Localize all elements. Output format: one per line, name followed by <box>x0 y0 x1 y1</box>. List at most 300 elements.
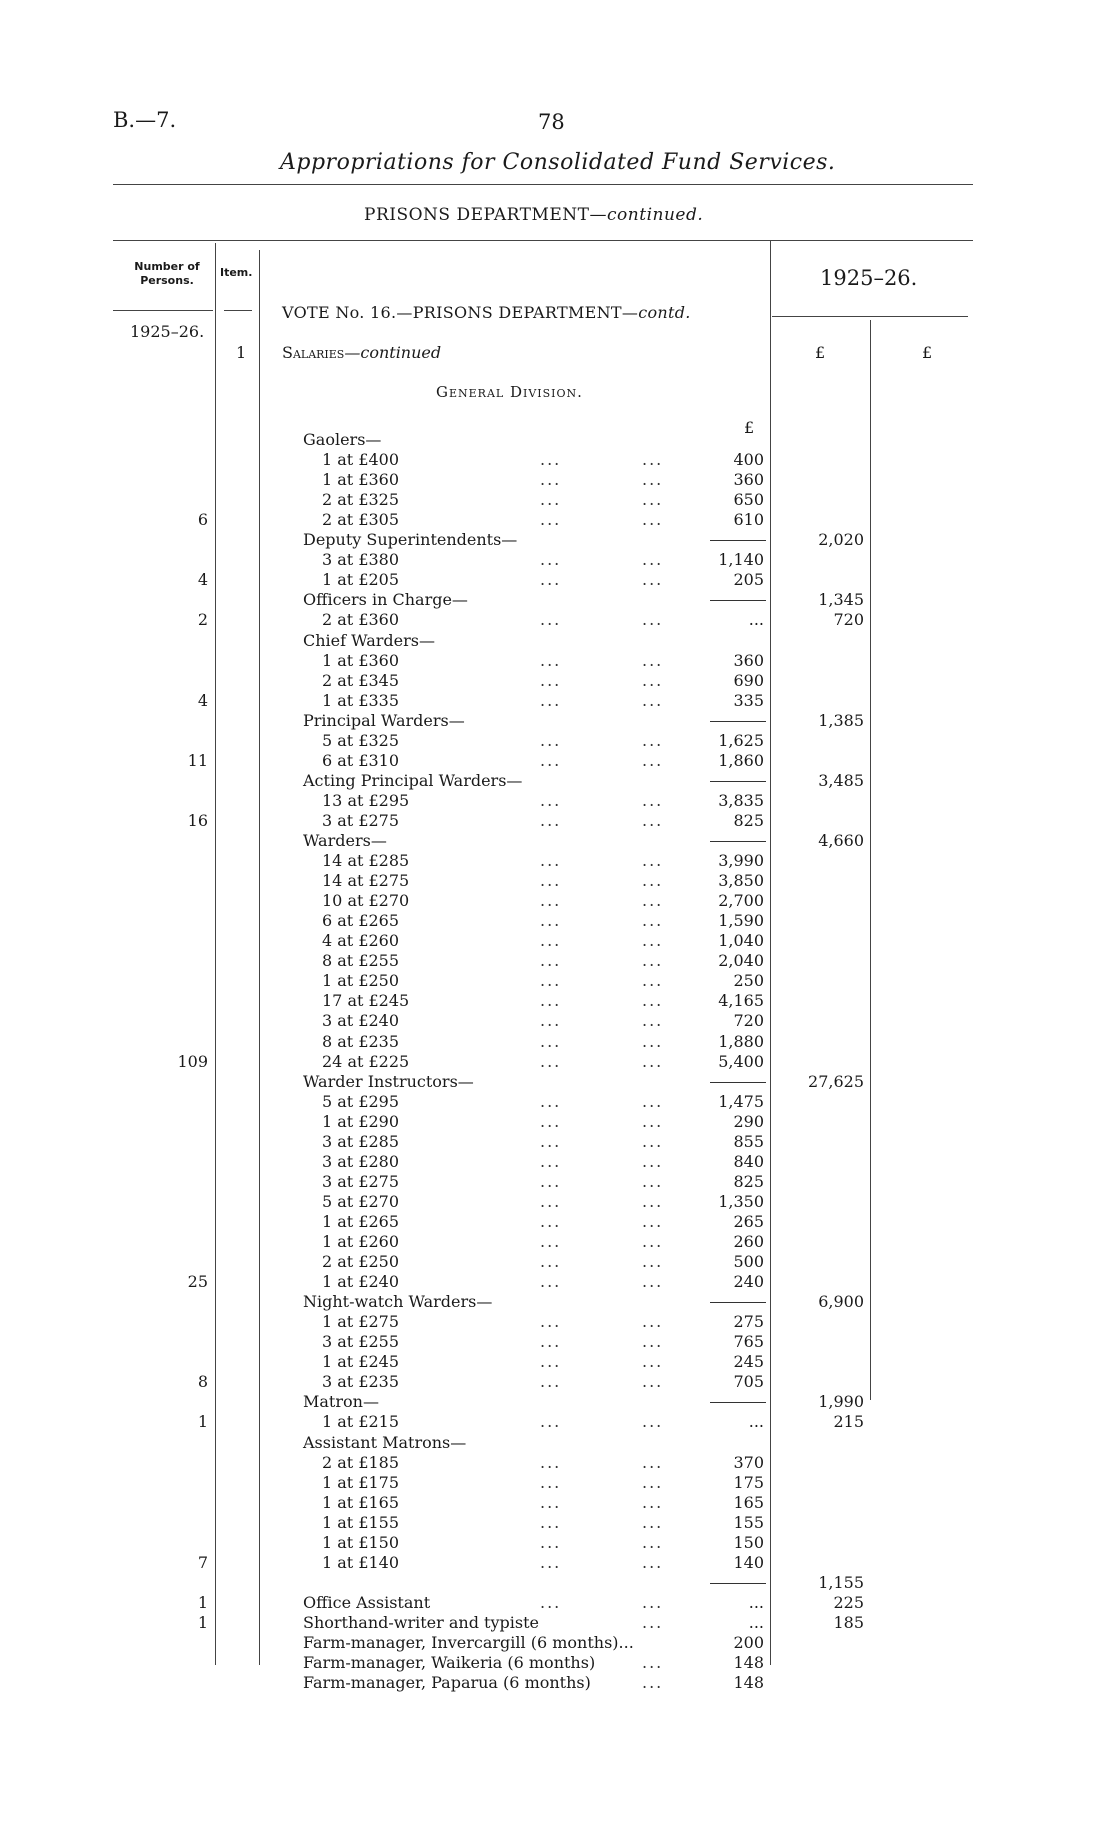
amount: 610 <box>733 510 764 529</box>
amount: 705 <box>733 1372 764 1391</box>
rate-label: 1 at £205 <box>322 570 400 589</box>
leader-dots: ... <box>540 1372 562 1391</box>
table-row <box>0 1292 1114 1312</box>
subtotal-rule <box>710 1583 766 1584</box>
amount: 335 <box>733 691 764 710</box>
leader-dots: ... <box>642 811 664 830</box>
category-label: Warders— <box>303 831 387 850</box>
leader-dots: ... <box>540 651 562 670</box>
subtotal: 720 <box>833 610 864 629</box>
persons-header-rule <box>113 310 213 311</box>
rate-label: 6 at £310 <box>322 751 400 770</box>
subtotal-rule <box>710 841 766 842</box>
amount: 3,850 <box>718 871 764 890</box>
leader-dots: ... <box>642 731 664 750</box>
table-top-rule <box>113 240 973 241</box>
amount: 3,990 <box>718 851 764 870</box>
table-row <box>0 590 1114 610</box>
leader-dots: ... <box>540 731 562 750</box>
table-row <box>0 671 1114 691</box>
amount: 825 <box>733 811 764 830</box>
leader-dots: ... <box>540 1112 562 1131</box>
rate-label: 13 at £295 <box>322 791 410 810</box>
rate-label: 3 at £280 <box>322 1152 400 1171</box>
category-label: Office Assistant <box>303 1593 431 1612</box>
rate-label: 1 at £240 <box>322 1272 400 1291</box>
rate-label: 3 at £380 <box>322 550 400 569</box>
persons-count: 1 <box>197 1593 208 1612</box>
rate-label: 1 at £335 <box>322 691 400 710</box>
leader-dots: ... <box>540 490 562 509</box>
leader-dots: ... <box>642 1272 664 1291</box>
leader-dots: ... <box>642 951 664 970</box>
rate-label: 3 at £255 <box>322 1332 400 1351</box>
leader-dots: ... <box>540 971 562 990</box>
leader-dots: ... <box>642 1613 664 1632</box>
amount: 260 <box>733 1232 764 1251</box>
rate-label: 1 at £265 <box>322 1212 400 1231</box>
leader-dots: ... <box>642 1092 664 1111</box>
table-row <box>0 1312 1114 1332</box>
category-label: Deputy Superintendents— <box>303 530 518 549</box>
leader-dots: ... <box>540 1032 562 1051</box>
amount: 690 <box>733 671 764 690</box>
rate-label: 1 at £165 <box>322 1493 400 1512</box>
leader-dots: ... <box>540 1252 562 1271</box>
amount: 650 <box>733 490 764 509</box>
subtotal: 1,345 <box>818 590 864 609</box>
leader-dots: ... <box>642 1352 664 1371</box>
leader-dots: ... <box>642 470 664 489</box>
table-row <box>0 570 1114 590</box>
category-label: Farm-manager, Invercargill (6 months)... <box>303 1633 634 1652</box>
amount: 4,165 <box>718 991 764 1010</box>
table-row <box>0 1212 1114 1232</box>
rate-label: 14 at £285 <box>322 851 410 870</box>
leader-dots: ... <box>540 610 562 629</box>
table-row <box>0 1673 1114 1693</box>
leader-dots: ... <box>642 1032 664 1051</box>
leader-dots: ... <box>540 811 562 830</box>
leader-dots: ... <box>540 1493 562 1512</box>
amount: 1,350 <box>718 1192 764 1211</box>
leader-dots: ... <box>540 691 562 710</box>
leader-dots: ... <box>642 1593 664 1612</box>
persons-year-label: 1925–26. <box>130 322 205 341</box>
column-header-year: 1925–26. <box>820 266 918 290</box>
category-label: Acting Principal Warders— <box>303 771 523 790</box>
table-row <box>0 1132 1114 1152</box>
table-row <box>0 1372 1114 1392</box>
amount: 148 <box>733 1653 764 1672</box>
rate-label: 1 at £360 <box>322 651 400 670</box>
page-title: Appropriations for Consolidated Fund Services. <box>280 150 836 175</box>
leader-dots: ... <box>540 1513 562 1532</box>
amount: 720 <box>733 1011 764 1030</box>
leader-dots: ... <box>540 1453 562 1472</box>
category-label: Farm-manager, Waikeria (6 months) <box>303 1653 596 1672</box>
table-row <box>0 971 1114 991</box>
amount: 1,880 <box>718 1032 764 1051</box>
subtotal-rule <box>710 1402 766 1403</box>
category-label: Farm-manager, Paparua (6 months) <box>303 1673 591 1692</box>
category-label: Principal Warders— <box>303 711 465 730</box>
subtotal: 4,660 <box>818 831 864 850</box>
rate-label: 2 at £360 <box>322 610 400 629</box>
amount: 360 <box>733 651 764 670</box>
amount: 855 <box>733 1132 764 1151</box>
rate-label: 24 at £225 <box>322 1052 410 1071</box>
category-label: Gaolers— <box>303 430 382 449</box>
table-row <box>0 1032 1114 1052</box>
leader-dots: ... <box>540 1212 562 1231</box>
leader-dots: ... <box>642 1493 664 1512</box>
table-row <box>0 450 1114 470</box>
table-row <box>0 951 1114 971</box>
amount: 765 <box>733 1332 764 1351</box>
rate-label: 1 at £290 <box>322 1112 400 1131</box>
persons-count: 4 <box>197 691 208 710</box>
amount: 1,590 <box>718 911 764 930</box>
rate-label: 1 at £175 <box>322 1473 400 1492</box>
table-row <box>0 430 1114 450</box>
leader-dots: ... <box>642 691 664 710</box>
page-number: 78 <box>538 110 565 134</box>
rate-label: 1 at £275 <box>322 1312 400 1331</box>
leader-dots: ... <box>540 1152 562 1171</box>
amount: 400 <box>733 450 764 469</box>
rate-label: 5 at £270 <box>322 1192 400 1211</box>
column-header-item: Item. <box>220 266 253 279</box>
leader-dots: ... <box>540 1172 562 1191</box>
subtotal-rule <box>710 1302 766 1303</box>
pound-header-left: £ <box>815 343 826 362</box>
table-row <box>0 931 1114 951</box>
leader-dots: ... <box>642 550 664 569</box>
table-row <box>0 1192 1114 1212</box>
persons-count: 7 <box>197 1553 208 1572</box>
subtotal-rule <box>710 721 766 722</box>
rate-label: 6 at £265 <box>322 911 400 930</box>
category-label: Assistant Matrons— <box>303 1433 467 1452</box>
leader-dots: ... <box>540 1473 562 1492</box>
subtotal: 1,155 <box>818 1573 864 1592</box>
subtotal: 2,020 <box>818 530 864 549</box>
rate-label: 2 at £250 <box>322 1252 400 1271</box>
amount: 1,625 <box>718 731 764 750</box>
category-label: Matron— <box>303 1392 379 1411</box>
leader-dots: ... <box>642 1152 664 1171</box>
rate-label: 1 at £360 <box>322 470 400 489</box>
amount: 175 <box>733 1473 764 1492</box>
subtotal-rule <box>710 1082 766 1083</box>
column-header-number-of-persons: Number of Persons. <box>134 260 200 287</box>
subtotal: 185 <box>833 1613 864 1632</box>
amount: 2,040 <box>718 951 764 970</box>
subtotal-rule <box>710 600 766 601</box>
amount: 140 <box>733 1553 764 1572</box>
table-row <box>0 711 1114 731</box>
table-row <box>0 811 1114 831</box>
category-label: Officers in Charge— <box>303 590 468 609</box>
table-row <box>0 1513 1114 1533</box>
table-row <box>0 891 1114 911</box>
leader-dots: ... <box>540 1412 562 1431</box>
rate-label: 8 at £255 <box>322 951 400 970</box>
year-header-rule <box>772 316 968 317</box>
table-row <box>0 1633 1114 1653</box>
rate-label: 3 at £235 <box>322 1372 400 1391</box>
table-row <box>0 1152 1114 1172</box>
rate-label: 1 at £155 <box>322 1513 400 1532</box>
amount: 840 <box>733 1152 764 1171</box>
subtotal: 215 <box>833 1412 864 1431</box>
table-row <box>0 1092 1114 1112</box>
leader-dots: ... <box>642 1332 664 1351</box>
rate-label: 2 at £305 <box>322 510 400 529</box>
table-row <box>0 490 1114 510</box>
table-row <box>0 751 1114 771</box>
amount: 500 <box>733 1252 764 1271</box>
rate-label: 1 at £260 <box>322 1232 400 1251</box>
persons-count: 109 <box>177 1052 208 1071</box>
amount: 205 <box>733 570 764 589</box>
leader-dots: ... <box>540 450 562 469</box>
table-row <box>0 871 1114 891</box>
category-label: Night-watch Warders— <box>303 1292 493 1311</box>
rate-label: 1 at £150 <box>322 1533 400 1552</box>
rate-label: 2 at £345 <box>322 671 400 690</box>
amount: 825 <box>733 1172 764 1191</box>
table-row <box>0 1011 1114 1031</box>
persons-count: 8 <box>197 1372 208 1391</box>
persons-count: 1 <box>197 1613 208 1632</box>
table-row <box>0 1593 1114 1613</box>
amount: 165 <box>733 1493 764 1512</box>
leader-dots: ... <box>642 1553 664 1572</box>
table-row <box>0 691 1114 711</box>
leader-dots: ... <box>642 1212 664 1231</box>
table-row <box>0 831 1114 851</box>
rate-label: 3 at £275 <box>322 1172 400 1191</box>
title-rule <box>113 184 973 185</box>
amount: 250 <box>733 971 764 990</box>
leader-dots: ... <box>642 510 664 529</box>
rate-label: 4 at £260 <box>322 931 400 950</box>
table-row <box>0 550 1114 570</box>
table-row <box>0 1072 1114 1092</box>
amount: 240 <box>733 1272 764 1291</box>
leader-dots: ... <box>642 891 664 910</box>
table-row <box>0 1613 1114 1633</box>
leader-dots: ... <box>642 490 664 509</box>
leader-dots: ... <box>540 1132 562 1151</box>
leader-dots: ... <box>540 1352 562 1371</box>
table-row <box>0 1433 1114 1453</box>
table-row <box>0 1573 1114 1593</box>
table-row <box>0 731 1114 751</box>
leader-dots: ... <box>642 751 664 770</box>
amount: ... <box>748 1593 764 1612</box>
table-row <box>0 1493 1114 1513</box>
leader-dots: ... <box>540 1011 562 1030</box>
table-row <box>0 1392 1114 1412</box>
amount: 245 <box>733 1352 764 1371</box>
rate-label: 1 at £400 <box>322 450 400 469</box>
leader-dots: ... <box>642 931 664 950</box>
table-row <box>0 791 1114 811</box>
amount-unit-header: £ <box>744 418 755 437</box>
leader-dots: ... <box>540 470 562 489</box>
leader-dots: ... <box>540 1232 562 1251</box>
leader-dots: ... <box>642 911 664 930</box>
table-row <box>0 1453 1114 1473</box>
table-row <box>0 651 1114 671</box>
rate-label: 3 at £275 <box>322 811 400 830</box>
amount: 1,140 <box>718 550 764 569</box>
subtotal: 1,990 <box>818 1392 864 1411</box>
amount: 1,860 <box>718 751 764 770</box>
amount: 360 <box>733 470 764 489</box>
leader-dots: ... <box>540 1312 562 1331</box>
leader-dots: ... <box>540 1272 562 1291</box>
leader-dots: ... <box>540 671 562 690</box>
leader-dots: ... <box>540 550 562 569</box>
leader-dots: ... <box>642 671 664 690</box>
leader-dots: ... <box>540 570 562 589</box>
table-row <box>0 1412 1114 1432</box>
leader-dots: ... <box>540 1593 562 1612</box>
leader-dots: ... <box>642 1192 664 1211</box>
persons-count: 25 <box>187 1272 208 1291</box>
leader-dots: ... <box>642 1132 664 1151</box>
leader-dots: ... <box>642 1232 664 1251</box>
rate-label: 2 at £325 <box>322 490 400 509</box>
rate-label: 1 at £140 <box>322 1553 400 1572</box>
rate-label: 3 at £240 <box>322 1011 400 1030</box>
leader-dots: ... <box>540 1553 562 1572</box>
leader-dots: ... <box>642 1312 664 1331</box>
item-header-rule <box>224 310 252 311</box>
leader-dots: ... <box>642 1412 664 1431</box>
rate-label: 5 at £325 <box>322 731 400 750</box>
leader-dots: ... <box>540 1533 562 1552</box>
rate-label: 17 at £245 <box>322 991 410 1010</box>
amount: 265 <box>733 1212 764 1231</box>
leader-dots: ... <box>642 1172 664 1191</box>
leader-dots: ... <box>540 851 562 870</box>
salaries-heading: Salaries—continued <box>282 343 442 362</box>
table-row <box>0 510 1114 530</box>
table-row <box>0 851 1114 871</box>
subtotal-rule <box>710 540 766 541</box>
amount: 150 <box>733 1533 764 1552</box>
leader-dots: ... <box>642 1473 664 1492</box>
rate-label: 2 at £185 <box>322 1453 400 1472</box>
table-row <box>0 1473 1114 1493</box>
amount: 1,475 <box>718 1092 764 1111</box>
persons-count: 4 <box>197 570 208 589</box>
table-row <box>0 1352 1114 1372</box>
amount: 2,700 <box>718 891 764 910</box>
vote-title: VOTE No. 16.—PRISONS DEPARTMENT—contd. <box>282 303 691 322</box>
table-row <box>0 610 1114 630</box>
leader-dots: ... <box>540 1092 562 1111</box>
table-row <box>0 1653 1114 1673</box>
amount: 3,835 <box>718 791 764 810</box>
leader-dots: ... <box>642 851 664 870</box>
leader-dots: ... <box>540 931 562 950</box>
subtotal: 6,900 <box>818 1292 864 1311</box>
leader-dots: ... <box>642 871 664 890</box>
amount: ... <box>748 1412 764 1431</box>
table-row <box>0 1332 1114 1352</box>
leader-dots: ... <box>642 1112 664 1131</box>
item-number: 1 <box>236 343 247 362</box>
leader-dots: ... <box>540 891 562 910</box>
leader-dots: ... <box>540 1052 562 1071</box>
leader-dots: ... <box>642 1252 664 1271</box>
leader-dots: ... <box>642 1653 664 1672</box>
leader-dots: ... <box>642 791 664 810</box>
persons-count: 6 <box>197 510 208 529</box>
amount: 155 <box>733 1513 764 1532</box>
general-division-heading: General Division. <box>436 383 583 401</box>
leader-dots: ... <box>540 991 562 1010</box>
rate-label: 14 at £275 <box>322 871 410 890</box>
subtotal: 225 <box>833 1593 864 1612</box>
subtotal: 1,385 <box>818 711 864 730</box>
leader-dots: ... <box>540 1332 562 1351</box>
leader-dots: ... <box>540 510 562 529</box>
table-row <box>0 991 1114 1011</box>
department-heading: PRISONS DEPARTMENT—continued. <box>364 205 704 225</box>
leader-dots: ... <box>642 1453 664 1472</box>
pound-header-right: £ <box>922 343 933 362</box>
document-reference: B.—7. <box>113 108 177 132</box>
leader-dots: ... <box>540 951 562 970</box>
leader-dots: ... <box>642 1513 664 1532</box>
amount: 200 <box>733 1633 764 1652</box>
table-row <box>0 1232 1114 1252</box>
table-row <box>0 1533 1114 1553</box>
amount: 290 <box>733 1112 764 1131</box>
subtotal-rule <box>710 781 766 782</box>
table-row <box>0 1052 1114 1072</box>
leader-dots: ... <box>642 1011 664 1030</box>
leader-dots: ... <box>642 651 664 670</box>
leader-dots: ... <box>642 1372 664 1391</box>
table-row <box>0 530 1114 550</box>
table-row <box>0 1112 1114 1132</box>
leader-dots: ... <box>642 1533 664 1552</box>
leader-dots: ... <box>642 1673 664 1692</box>
rate-label: 8 at £235 <box>322 1032 400 1051</box>
table-row <box>0 1172 1114 1192</box>
table-row <box>0 1252 1114 1272</box>
amount: 370 <box>733 1453 764 1472</box>
rate-label: 10 at £270 <box>322 891 410 910</box>
category-label: Warder Instructors— <box>303 1072 474 1091</box>
amount: 148 <box>733 1673 764 1692</box>
persons-count: 1 <box>197 1412 208 1431</box>
leader-dots: ... <box>540 911 562 930</box>
leader-dots: ... <box>540 751 562 770</box>
leader-dots: ... <box>540 871 562 890</box>
persons-count: 2 <box>197 610 208 629</box>
amount: ... <box>748 1613 764 1632</box>
amount: 1,040 <box>718 931 764 950</box>
